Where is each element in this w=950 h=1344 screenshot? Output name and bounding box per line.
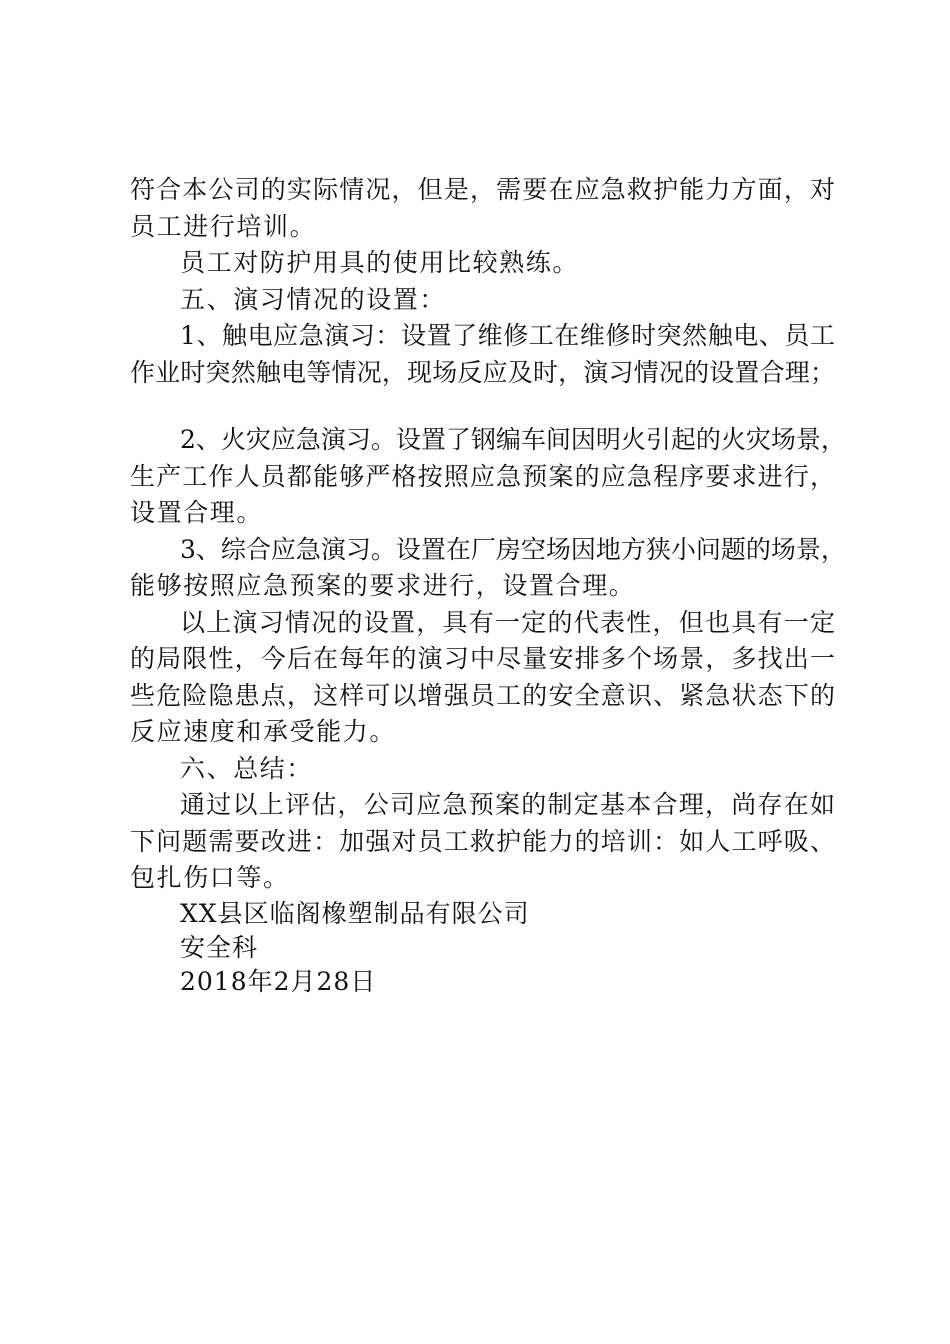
document-body (130, 172, 846, 999)
paragraph-line: 通过以上评估，公司应急预案的制定基本合理，尚存在如 (180, 790, 835, 819)
paragraph-line: 下问题需要改进：加强对员工救护能力的培训：如人工呼吸、 (130, 826, 835, 856)
paragraph-line: 的局限性，今后在每年的演习中尽量安排多个场景，多找出一 (130, 644, 835, 673)
paragraph-line: 包扎伤口等。 (130, 863, 290, 892)
paragraph-line: 2、火灾应急演习。设置了钢编车间因明火引起的火灾场景， (180, 425, 846, 454)
paragraph-line: 员工对防护用具的使用比较熟练。 (180, 248, 580, 277)
paragraph-line: 3、综合应急演习。设置在厂房空场因地方狭小问题的场景， (180, 534, 846, 564)
signature-date: 2018年2月28日 (180, 966, 377, 996)
paragraph-line: 作业时突然触电等情况，现场反应及时，演习情况的设置合理； (130, 357, 835, 387)
signature-department: 安全科 (180, 932, 259, 962)
paragraph-line: 些危险隐患点，这样可以增强员工的安全意识、紧急状态下的 (130, 680, 835, 710)
paragraph-line: 员工进行培训。 (130, 211, 317, 241)
paragraph-line: 以上演习情况的设置，具有一定的代表性，但也具有一定 (180, 607, 835, 637)
signature-company: XX县区临阁橡塑制品有限公司 (180, 898, 530, 928)
section-heading: 五、演习情况的设置： (180, 284, 447, 314)
paragraph-gap (130, 391, 835, 422)
paragraph-line: 能够按照应急预案的要求进行，设置合理。 (130, 571, 636, 600)
paragraph-line: 符合本公司的实际情况，但是，需要在应急救护能力方面，对 (130, 175, 835, 204)
paragraph-line: 1、触电应急演习：设置了维修工在维修时突然触电、员工 (180, 321, 835, 350)
paragraph-line: 设置合理。 (130, 498, 264, 527)
paragraph-line: 反应速度和承受能力。 (130, 717, 397, 746)
section-heading: 六、总结： (180, 753, 314, 783)
paragraph-line: 生产工作人员都能够严格按照应急预案的应急程序要求进行， (130, 461, 835, 491)
